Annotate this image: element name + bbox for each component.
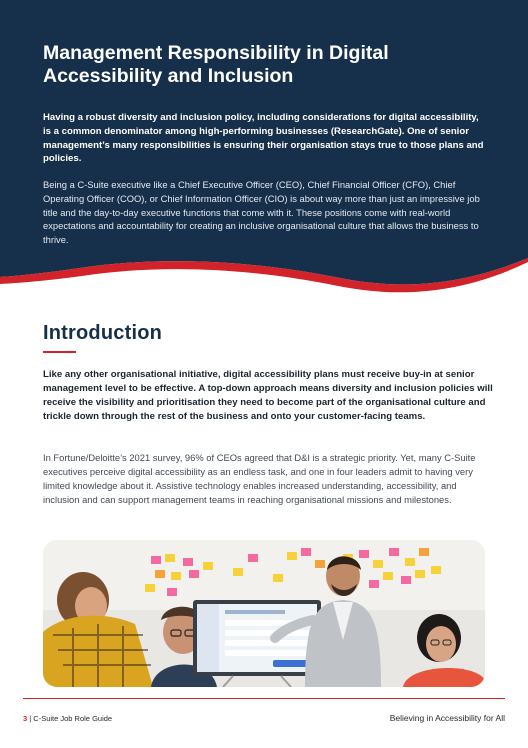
- intro-body-paragraph: In Fortune/Deloitte’s 2021 survey, 96% of CEOs agreed that D&I is a strategic priority. Yet, many C-Suite executives perceive digital accessibility as an endless task, and one in four leaders admit to having very limited knowledge about it. Assistive technology enables increased understanding, accessibility, and inclusion and can support management teams in reaching organisational missions and milestones.: [43, 452, 476, 505]
- footer-page-info: [23, 714, 112, 723]
- guide-name: | C-Suite Job Role Guide: [27, 714, 113, 723]
- page-title: Management Responsibility in Digital Accessibility and Inclusion: [43, 42, 389, 87]
- hero-body-paragraph: Being a C-Suite executive like a Chief Executive Officer (CEO), Chief Financial Officer (CFO), Chief Operating Officer (COO), or Chief Information Officer (CIO) is about way more than just an impressive job title and the day-to-day executive functions that come with it. These positions come with real-world expectations and accountability for creating an inclusive organisational culture that allows the business to thrive.: [43, 179, 480, 246]
- section-heading-introduction: Introduction: [43, 322, 163, 344]
- page-number: 3: [23, 714, 28, 723]
- hero-banner: [0, 0, 528, 300]
- intro-lead-paragraph: Like any other organisational initiative, digital accessibility plans must receive buy-in at senior management level to be effective. A top-down approach means diversity and inclusion policies will receive the visibility and prioritisation they need to become part of the organisational culture and trickle down through the rest of the business and onto your customer-facing teams.: [43, 369, 493, 422]
- footer-tagline: Believing in Accessibility for All: [389, 713, 505, 723]
- office-meeting-photo: [43, 540, 485, 687]
- heading-underline: [43, 351, 76, 353]
- hero-lead-paragraph: Having a robust diversity and inclusion policy, including considerations for digital accessibility, is a common denominator among high-performing businesses (ResearchGate). One of senior management’s many responsibilities is ensuring their organisation stays true to those plans and policies.: [43, 112, 484, 165]
- footer-divider: [23, 698, 505, 699]
